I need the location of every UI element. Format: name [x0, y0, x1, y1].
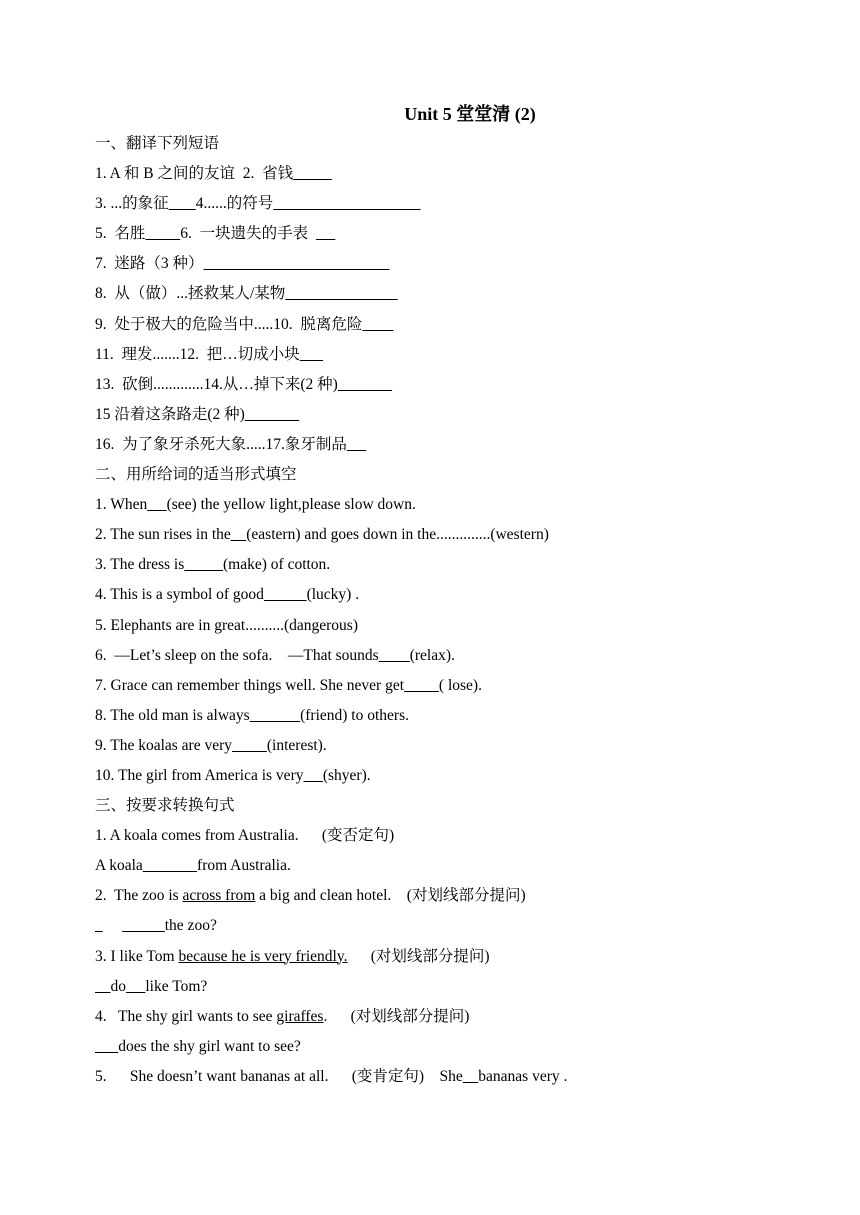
underlined-segment: giraffes — [276, 1007, 324, 1025]
worksheet-line — [95, 761, 815, 791]
text-segment: 5. She doesn’t want bananas at all. (变肯定句) She — [95, 1067, 463, 1085]
text-segment: 13. 砍倒.............14.从…掉下来(2 种) — [95, 375, 338, 393]
text-segment: 三、按要求转换句式 — [95, 797, 235, 815]
underlined-segment — [184, 556, 223, 573]
text-segment: a big and clean hotel. (对划线部分提问) — [255, 887, 526, 905]
worksheet-line — [95, 340, 815, 370]
text-segment: the zoo? — [164, 917, 217, 935]
underlined-segment — [463, 1068, 479, 1085]
underlined-segment — [362, 316, 393, 333]
text-segment: 8. The old man is always — [95, 706, 250, 724]
worksheet-line — [95, 189, 815, 219]
text-segment: (interest). — [266, 736, 327, 754]
underlined-segment — [285, 285, 397, 302]
text-segment: 3. ...的象征 — [95, 195, 169, 213]
text-segment: 4......的符号 — [195, 195, 274, 213]
worksheet-line — [95, 520, 815, 550]
underlined-segment — [245, 406, 299, 423]
text-segment: (lucky) . — [306, 586, 360, 604]
worksheet-line — [95, 671, 815, 701]
underlined-segment — [169, 195, 196, 212]
underlined-segment — [303, 767, 322, 784]
worksheet-line — [95, 370, 815, 400]
underlined-segment — [95, 917, 103, 934]
text-segment: does the shy girl want to see? — [118, 1037, 301, 1055]
underlined-segment: across from — [182, 887, 256, 905]
underlined-segment — [122, 917, 165, 934]
worksheet-line — [95, 129, 815, 159]
underlined-segment — [95, 1038, 118, 1055]
text-segment: 二、用所给词的适当形式填空 — [95, 466, 297, 484]
worksheet-line — [95, 821, 815, 851]
text-segment: 一、翻译下列短语 — [95, 135, 220, 152]
text-segment: 1. When — [95, 496, 148, 514]
underlined-segment — [273, 195, 420, 212]
text-segment: 3. The dress is — [95, 556, 185, 574]
text-segment: 1. A 和 B 之间的友谊 2. 省钱 — [95, 165, 294, 183]
underlined-segment — [126, 978, 145, 995]
underlined-segment: because he is very friendly. — [178, 947, 348, 965]
text-segment: 5. Elephants are in great..........(dangerous) — [95, 616, 358, 634]
text-segment: ( lose). — [438, 676, 482, 694]
text-segment: (eastern) and goes down in the..............(western) — [246, 526, 549, 544]
text-segment: 4. The shy girl wants to see — [95, 1007, 277, 1025]
text-segment: do — [110, 977, 126, 995]
text-segment: 7. Grace can remember things well. She never get — [95, 676, 405, 694]
worksheet-line — [95, 881, 815, 911]
worksheet-line — [95, 249, 815, 279]
text-segment: bananas very . — [478, 1067, 568, 1085]
text-segment: 2. The zoo is — [95, 887, 183, 905]
underlined-segment — [338, 376, 392, 393]
underlined-segment — [231, 526, 247, 543]
worksheet-line — [95, 400, 815, 430]
worksheet-line — [95, 1062, 815, 1092]
worksheet-line — [95, 731, 815, 761]
underlined-segment — [264, 586, 307, 603]
underlined-segment — [347, 436, 366, 453]
worksheet-line — [95, 791, 815, 821]
worksheet-line — [95, 430, 815, 460]
underlined-segment — [232, 737, 267, 754]
worksheet-line — [95, 580, 815, 610]
text-segment: (对划线部分提问) — [347, 947, 490, 965]
underlined-segment — [95, 978, 111, 995]
text-segment: A koala — [95, 857, 143, 875]
worksheet-line — [95, 1032, 815, 1062]
text-segment: 6. —Let’s sleep on the sofa. —That sounds — [95, 646, 379, 664]
text-segment: (friend) to others. — [300, 706, 409, 724]
text-segment: 15 沿着这条路走(2 种) — [95, 405, 245, 423]
text-segment: 9. 处于极大的危险当中.....10. 脱离危险 — [95, 315, 363, 333]
worksheet-line — [95, 942, 815, 972]
text-segment: 8. 从（做）...拯救某人/某物 — [95, 285, 286, 303]
text-segment: 4. This is a symbol of good — [95, 586, 264, 604]
text-segment: 2. The sun rises in the — [95, 526, 231, 544]
underlined-segment — [147, 496, 166, 513]
underlined-segment — [143, 857, 197, 874]
worksheet-line — [95, 641, 815, 671]
text-segment: (shyer). — [322, 766, 371, 784]
text-segment: 5. 名胜 — [95, 225, 146, 243]
worksheet-line — [95, 972, 815, 1002]
text-segment: from Australia. — [197, 857, 291, 875]
underlined-segment — [316, 225, 335, 242]
worksheet-line — [95, 219, 815, 249]
underlined-segment — [293, 165, 332, 182]
text-segment: like Tom? — [145, 977, 208, 995]
worksheet-line — [95, 490, 815, 520]
worksheet-line — [95, 279, 815, 309]
text-segment — [103, 917, 122, 934]
worksheet-line — [95, 550, 815, 580]
text-segment: 9. The koalas are very — [95, 736, 233, 754]
text-segment: (see) the yellow light,please slow down. — [166, 496, 416, 514]
worksheet-line — [95, 310, 815, 340]
text-segment: 6. 一块遗失的手表 — [180, 225, 316, 243]
worksheet-line — [95, 851, 815, 881]
text-segment: 11. 理发.......12. 把…切成小块 — [95, 345, 300, 363]
worksheet-line — [95, 460, 815, 490]
underlined-segment — [250, 707, 300, 724]
text-segment: 3. I like Tom — [95, 947, 179, 965]
worksheet-line — [95, 1002, 815, 1032]
text-segment: 10. The girl from America is very — [95, 766, 304, 784]
worksheet-title: Unit 5 堂堂清 (2) — [404, 104, 536, 124]
worksheet-line — [95, 159, 815, 189]
text-segment: . (对划线部分提问) — [323, 1007, 470, 1025]
underlined-segment — [145, 225, 180, 242]
text-segment: 1. A koala comes from Australia. (变否定句) — [95, 827, 395, 845]
worksheet-line — [95, 701, 815, 731]
worksheet-line — [95, 911, 815, 941]
text-segment: (make) of cotton. — [223, 556, 331, 574]
underlined-segment — [204, 255, 390, 272]
worksheet-line — [95, 611, 815, 641]
text-segment: (relax). — [409, 646, 455, 664]
worksheet-body — [95, 129, 815, 1092]
text-segment: 16. 为了象牙杀死大象.....17.象牙制品 — [95, 435, 347, 453]
underlined-segment — [379, 647, 410, 664]
text-segment: 7. 迷路（3 种） — [95, 255, 204, 273]
underlined-segment — [404, 677, 439, 694]
underlined-segment — [300, 346, 323, 363]
